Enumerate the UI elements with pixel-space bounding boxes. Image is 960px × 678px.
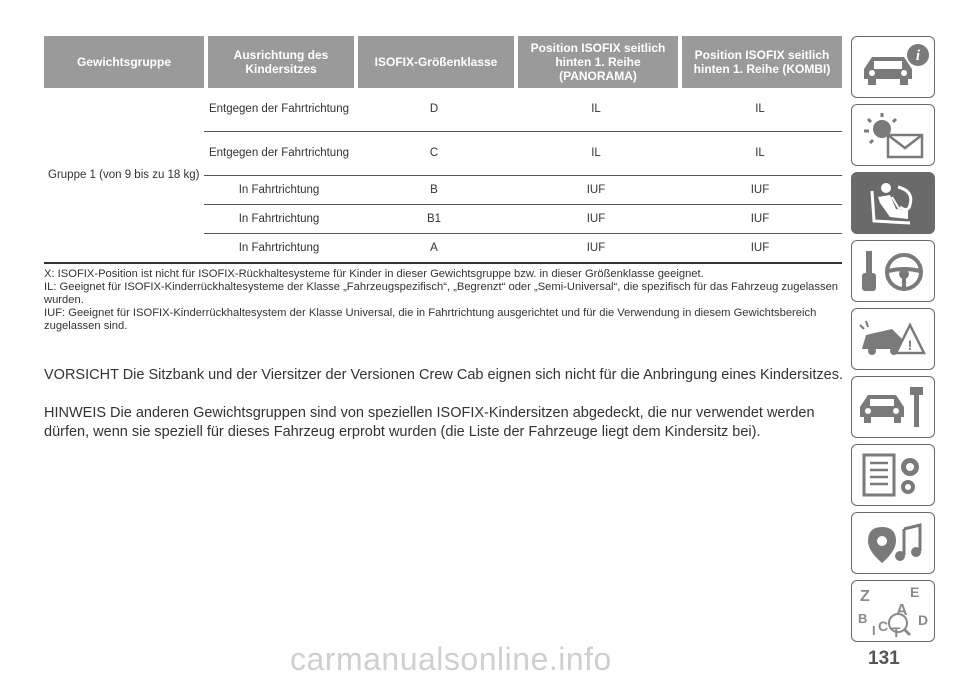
tab-car-service[interactable] <box>851 376 935 438</box>
header-weight-group: Gewichtsgruppe <box>44 36 204 88</box>
index-letter: T <box>892 624 901 640</box>
tab-index[interactable] <box>851 580 935 642</box>
table-cell: Entgegen der Fahrtrichtung <box>204 88 354 132</box>
table-header-row <box>44 36 842 88</box>
table-cell: IUF <box>514 176 678 205</box>
chapter-sidebar <box>851 36 935 648</box>
car-info-icon <box>852 37 934 97</box>
table-cell: C <box>354 132 514 176</box>
table-cell: IUF <box>678 205 842 234</box>
table-cell: IUF <box>514 234 678 264</box>
table-cell: In Fahrtrichtung <box>204 205 354 234</box>
accident-icon <box>852 309 934 369</box>
table-cell: B1 <box>354 205 514 234</box>
multimedia-icon <box>852 513 934 573</box>
note-il: IL: Geeignet für ISOFIX-Kinderrückhaltesysteme der Klasse „Fahrzeugspezifisch“, „Begrenzt“ oder „Semi-Universal“, die spezifisch für das Fahrzeug zugelassen wurden. <box>44 281 839 306</box>
isofix-table <box>44 36 842 264</box>
table-cell: B <box>354 176 514 205</box>
header-position-panorama: Position ISOFIX seitlich hinten 1. Reihe (PANORAMA) <box>514 36 678 88</box>
tab-warning-lights[interactable] <box>851 104 935 166</box>
table-cell: IL <box>678 132 842 176</box>
index-letter: Z <box>860 588 870 605</box>
specifications-icon <box>852 445 934 505</box>
seat-safety-icon <box>852 173 934 233</box>
key-steering-icon <box>852 241 934 301</box>
legend-notes <box>44 268 842 333</box>
note-iuf: IUF: Geeignet für ISOFIX-Kinderrückhaltesystem der Klasse Universal, die in Fahrtrichtung ausgerichtet und für die Verwendung in diesem Gewichtsbereich zugelassen sind. <box>44 307 817 332</box>
caution-paragraph: VORSICHT Die Sitzbank und der Viersitzer der Versionen Crew Cab eignen sich nicht für die Anbringung eines Kindersitzes. <box>44 367 843 383</box>
header-size-class: ISOFIX-Größenklasse <box>354 36 514 88</box>
index-letter: E <box>910 584 920 600</box>
table-cell: IUF <box>514 205 678 234</box>
table-cell: IUF <box>678 176 842 205</box>
header-position-kombi: Position ISOFIX seitlich hinten 1. Reihe (KOMBI) <box>678 36 842 88</box>
table-cell: IL <box>678 88 842 132</box>
tab-key-steering[interactable] <box>851 240 935 302</box>
weight-group-cell: Gruppe 1 (von 9 bis zu 18 kg) <box>44 88 204 264</box>
index-letter: A <box>896 602 908 619</box>
table-cell: IUF <box>678 234 842 264</box>
table-row <box>44 88 842 132</box>
svg-text:!: ! <box>907 337 913 353</box>
content-area <box>44 36 842 333</box>
index-letter: I <box>872 623 876 638</box>
index-icon <box>852 581 934 641</box>
table-cell: D <box>354 88 514 132</box>
note-paragraph: HINWEIS Die anderen Gewichtsgruppen sind von speziellen ISOFIX-Kindersitzen abgedeckt, die nur verwendet werden dürfen, wenn sie speziell für dieses Fahrzeug erprobt wurden (die Liste der Fahrzeuge liegt dem Kindersitz bei). <box>44 405 815 440</box>
page-number: 131 <box>868 648 900 669</box>
index-letter: D <box>918 612 929 628</box>
index-letter: B <box>858 611 868 626</box>
table-cell: IL <box>514 88 678 132</box>
table-cell: Entgegen der Fahrtrichtung <box>204 132 354 176</box>
car-service-icon <box>852 377 934 437</box>
tab-car-info[interactable] <box>851 36 935 98</box>
table-cell: IL <box>514 132 678 176</box>
header-orientation: Ausrichtung des Kindersitzes <box>204 36 354 88</box>
table-cell: In Fahrtrichtung <box>204 176 354 205</box>
tab-specifications[interactable] <box>851 444 935 506</box>
index-letter: C <box>878 618 889 634</box>
note-x: X: ISOFIX-Position ist nicht für ISOFIX-Rückhaltesysteme für Kinder in dieser Gewichtsgruppe bzw. in dieser Größenklasse geeignet. <box>44 268 704 280</box>
table-cell: A <box>354 234 514 264</box>
warning-lights-icon <box>852 105 934 165</box>
tab-multimedia[interactable] <box>851 512 935 574</box>
tab-seat-safety[interactable] <box>851 172 935 234</box>
svg-text:i: i <box>915 48 921 64</box>
watermark: carmanualsonline.info <box>290 641 612 677</box>
tab-accident[interactable] <box>851 308 935 370</box>
table-cell: In Fahrtrichtung <box>204 234 354 264</box>
